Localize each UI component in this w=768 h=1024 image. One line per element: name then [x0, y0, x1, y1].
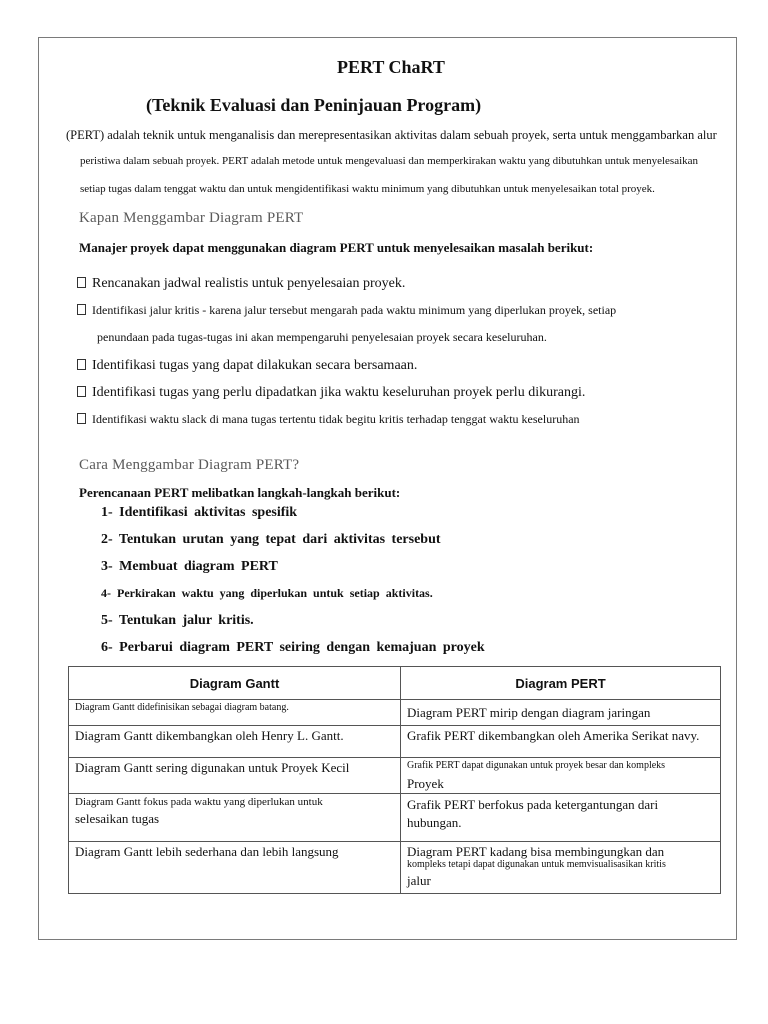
table-row — [69, 726, 721, 758]
column-header-gantt: Diagram Gantt — [69, 667, 401, 700]
how-lead: Perencanaan PERT melibatkan langkah-langkah berikut: — [79, 485, 401, 500]
table-row — [69, 842, 721, 894]
checkbox-icon — [77, 359, 86, 370]
table-row — [69, 700, 721, 726]
column-header-pert: Diagram PERT — [401, 667, 721, 700]
bullet-item: Identifikasi jalur kritis - karena jalur tersebut mengarah pada waktu minimum yang diperlukan proyek, setiap — [77, 303, 616, 318]
comparison-table — [68, 666, 721, 894]
table-cell: Diagram Gantt lebih sederhana dan lebih langsung — [69, 842, 401, 894]
checkbox-icon — [77, 304, 86, 315]
table-cell: Diagram PERT kadang bisa membingungkan dan kompleks tetapi dapat digunakan untuk memvisualisasikan kritis jalur — [401, 842, 721, 894]
bullet-item: Identifikasi tugas yang perlu dipadatkan jika waktu keseluruhan proyek perlu dikurangi. — [77, 385, 585, 401]
table-cell: Grafik PERT dikembangkan oleh Amerika Serikat navy. — [401, 726, 721, 758]
when-lead: Manajer proyek dapat menggunakan diagram PERT untuk menyelesaikan masalah berikut: — [79, 240, 594, 255]
table-cell: Grafik PERT dapat digunakan untuk proyek besar dan kompleks Proyek — [401, 758, 721, 794]
table-cell: Diagram Gantt didefinisikan sebagai diagram batang. — [69, 700, 401, 726]
intro-line-1: (PERT) adalah teknik untuk menganalisis dan merepresentasikan aktivitas dalam sebuah proyek, serta untuk menggambarkan alur — [66, 128, 717, 142]
when-heading: Kapan Menggambar Diagram PERT — [79, 210, 304, 226]
bullet-item: Identifikasi tugas yang dapat dilakukan secara bersamaan. — [77, 358, 417, 374]
how-heading: Cara Menggambar Diagram PERT? — [79, 457, 300, 473]
intro-line-2: peristiwa dalam sebuah proyek. PERT adalah metode untuk mengevaluasi dan memperkirakan waktu yang dibutuhkan untuk menyelesaikan — [80, 155, 699, 167]
step-2: 2- Tentukan urutan yang tepat dari aktivitas tersebut — [101, 532, 441, 547]
table-cell: Grafik PERT berfokus pada ketergantungan dari hubungan. — [401, 794, 721, 842]
step-5: 5- Tentukan jalur kritis. — [101, 613, 254, 628]
page-subtitle: (Teknik Evaluasi dan Peninjauan Program) — [146, 95, 482, 115]
checkbox-icon — [77, 386, 86, 397]
table-row — [69, 794, 721, 842]
table-row — [69, 758, 721, 794]
table-cell: Diagram Gantt dikembangkan oleh Henry L. Gantt. — [69, 726, 401, 758]
intro-line-3: setiap tugas dalam tenggat waktu dan untuk mengidentifikasi waktu minimum yang dibutuhkan untuk menyelesaikan total proyek. — [80, 183, 655, 195]
step-3: 3- Membuat diagram PERT — [101, 559, 278, 574]
bullet-item: Rencanakan jadwal realistis untuk penyelesaian proyek. — [77, 276, 405, 292]
step-6: 6- Perbarui diagram PERT seiring dengan kemajuan proyek — [101, 640, 485, 655]
step-1: 1- Identifikasi aktivitas spesifik — [101, 505, 298, 520]
bullet-continuation: penundaan pada tugas-tugas ini akan mempengaruhi penyelesaian proyek secara keseluruhan. — [97, 330, 547, 344]
checkbox-icon — [77, 413, 86, 424]
page-title: PERT ChaRT — [337, 57, 445, 77]
table-cell: Diagram PERT mirip dengan diagram jaringan — [401, 700, 721, 726]
bullet-item: Identifikasi waktu slack di mana tugas tertentu tidak begitu kritis terhadap tenggat waktu keseluruhan — [77, 412, 580, 427]
table-cell: Diagram Gantt sering digunakan untuk Proyek Kecil — [69, 758, 401, 794]
table-header-row — [69, 667, 721, 700]
table-cell: Diagram Gantt fokus pada waktu yang diperlukan untuk selesaikan tugas — [69, 794, 401, 842]
step-4: 4- Perkirakan waktu yang diperlukan untuk setiap aktivitas. — [101, 586, 433, 600]
checkbox-icon — [77, 277, 86, 288]
